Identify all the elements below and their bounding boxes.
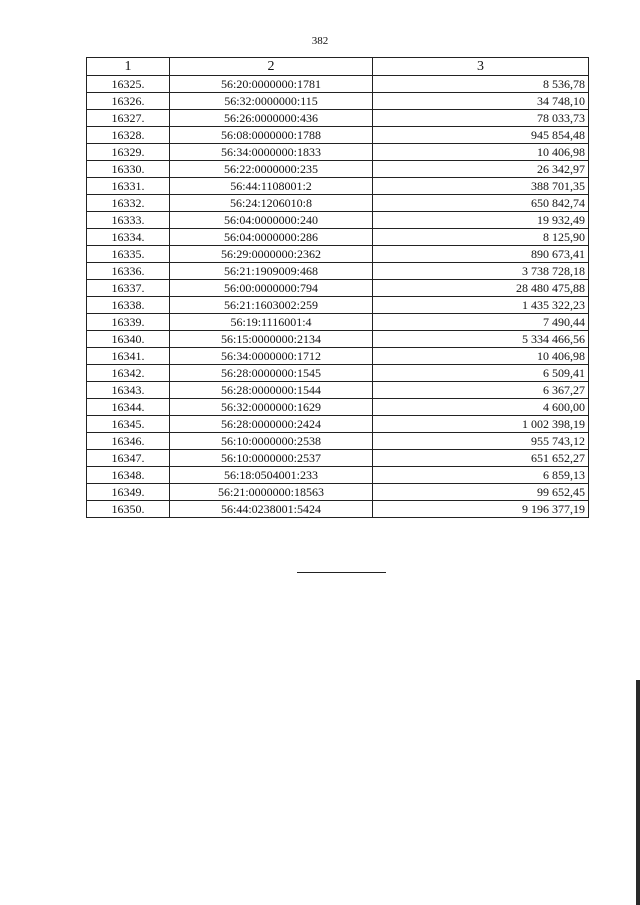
- table-header: [87, 58, 589, 76]
- row-number-cell: 16336.: [87, 263, 170, 280]
- table-row: [87, 229, 589, 246]
- table-row: [87, 314, 589, 331]
- end-separator-line: [297, 572, 386, 573]
- registry-table: [86, 57, 589, 518]
- cadastral-number-cell: 56:29:0000000:2362: [170, 246, 373, 263]
- table-row: [87, 161, 589, 178]
- row-number-cell: 16338.: [87, 297, 170, 314]
- cadastral-number-cell: 56:34:0000000:1712: [170, 348, 373, 365]
- table-row: [87, 331, 589, 348]
- row-number-cell: 16326.: [87, 93, 170, 110]
- row-number-cell: 16335.: [87, 246, 170, 263]
- cadastral-number-cell: 56:22:0000000:235: [170, 161, 373, 178]
- cadastral-number-cell: 56:21:0000000:18563: [170, 484, 373, 501]
- table-row: [87, 348, 589, 365]
- row-number-cell: 16341.: [87, 348, 170, 365]
- cadastral-value-cell: 10 406,98: [373, 144, 589, 161]
- row-number-cell: 16350.: [87, 501, 170, 518]
- column-header-1: 1: [87, 58, 170, 76]
- row-number-cell: 16329.: [87, 144, 170, 161]
- table-row: [87, 127, 589, 144]
- cadastral-number-cell: 56:24:1206010:8: [170, 195, 373, 212]
- cadastral-number-cell: 56:10:0000000:2538: [170, 433, 373, 450]
- cadastral-number-cell: 56:32:0000000:1629: [170, 399, 373, 416]
- row-number-cell: 16328.: [87, 127, 170, 144]
- cadastral-value-cell: 6 367,27: [373, 382, 589, 399]
- column-header-3: 3: [373, 58, 589, 76]
- table-row: [87, 416, 589, 433]
- row-number-cell: 16330.: [87, 161, 170, 178]
- table-row: [87, 467, 589, 484]
- cadastral-value-cell: 388 701,35: [373, 178, 589, 195]
- table-row: [87, 433, 589, 450]
- table-row: [87, 501, 589, 518]
- cadastral-number-cell: 56:18:0504001:233: [170, 467, 373, 484]
- table-row: [87, 110, 589, 127]
- cadastral-number-cell: 56:44:1108001:2: [170, 178, 373, 195]
- cadastral-number-cell: 56:28:0000000:1544: [170, 382, 373, 399]
- cadastral-number-cell: 56:21:1909009:468: [170, 263, 373, 280]
- cadastral-number-cell: 56:26:0000000:436: [170, 110, 373, 127]
- table-row: [87, 76, 589, 93]
- table-row: [87, 280, 589, 297]
- row-number-cell: 16331.: [87, 178, 170, 195]
- row-number-cell: 16334.: [87, 229, 170, 246]
- cadastral-value-cell: 7 490,44: [373, 314, 589, 331]
- cadastral-value-cell: 99 652,45: [373, 484, 589, 501]
- row-number-cell: 16333.: [87, 212, 170, 229]
- cadastral-value-cell: 1 435 322,23: [373, 297, 589, 314]
- cadastral-value-cell: 650 842,74: [373, 195, 589, 212]
- table-row: [87, 263, 589, 280]
- cadastral-number-cell: 56:28:0000000:2424: [170, 416, 373, 433]
- cadastral-value-cell: 8 125,90: [373, 229, 589, 246]
- table-row: [87, 93, 589, 110]
- cadastral-number-cell: 56:20:0000000:1781: [170, 76, 373, 93]
- cadastral-value-cell: 9 196 377,19: [373, 501, 589, 518]
- cadastral-number-cell: 56:19:1116001:4: [170, 314, 373, 331]
- row-number-cell: 16345.: [87, 416, 170, 433]
- row-number-cell: 16344.: [87, 399, 170, 416]
- cadastral-number-cell: 56:00:0000000:794: [170, 280, 373, 297]
- row-number-cell: 16342.: [87, 365, 170, 382]
- row-number-cell: 16325.: [87, 76, 170, 93]
- table-row: [87, 144, 589, 161]
- cadastral-number-cell: 56:32:0000000:115: [170, 93, 373, 110]
- cadastral-value-cell: 6 509,41: [373, 365, 589, 382]
- page-number: 382: [311, 35, 329, 47]
- cadastral-value-cell: 78 033,73: [373, 110, 589, 127]
- row-number-cell: 16343.: [87, 382, 170, 399]
- table-row: [87, 450, 589, 467]
- cadastral-number-cell: 56:28:0000000:1545: [170, 365, 373, 382]
- cadastral-value-cell: 945 854,48: [373, 127, 589, 144]
- cadastral-number-cell: 56:08:0000000:1788: [170, 127, 373, 144]
- cadastral-number-cell: 56:21:1603002:259: [170, 297, 373, 314]
- cadastral-number-cell: 56:04:0000000:286: [170, 229, 373, 246]
- cadastral-number-cell: 56:44:0238001:5424: [170, 501, 373, 518]
- row-number-cell: 16349.: [87, 484, 170, 501]
- cadastral-number-cell: 56:10:0000000:2537: [170, 450, 373, 467]
- cadastral-value-cell: 955 743,12: [373, 433, 589, 450]
- scan-edge-mark: [636, 680, 640, 905]
- cadastral-value-cell: 19 932,49: [373, 212, 589, 229]
- row-number-cell: 16337.: [87, 280, 170, 297]
- cadastral-value-cell: 4 600,00: [373, 399, 589, 416]
- table-row: [87, 212, 589, 229]
- table-row: [87, 246, 589, 263]
- row-number-cell: 16340.: [87, 331, 170, 348]
- cadastral-value-cell: 651 652,27: [373, 450, 589, 467]
- row-number-cell: 16348.: [87, 467, 170, 484]
- table-row: [87, 297, 589, 314]
- cadastral-number-cell: 56:34:0000000:1833: [170, 144, 373, 161]
- table-row: [87, 382, 589, 399]
- cadastral-value-cell: 5 334 466,56: [373, 331, 589, 348]
- header-row: [87, 58, 589, 76]
- table-row: [87, 195, 589, 212]
- table-row: [87, 365, 589, 382]
- cadastral-number-cell: 56:04:0000000:240: [170, 212, 373, 229]
- row-number-cell: 16332.: [87, 195, 170, 212]
- column-header-2: 2: [170, 58, 373, 76]
- cadastral-value-cell: 26 342,97: [373, 161, 589, 178]
- cadastral-value-cell: 34 748,10: [373, 93, 589, 110]
- row-number-cell: 16347.: [87, 450, 170, 467]
- row-number-cell: 16346.: [87, 433, 170, 450]
- table-row: [87, 484, 589, 501]
- row-number-cell: 16327.: [87, 110, 170, 127]
- cadastral-number-cell: 56:15:0000000:2134: [170, 331, 373, 348]
- cadastral-value-cell: 1 002 398,19: [373, 416, 589, 433]
- table-body: [87, 76, 589, 518]
- cadastral-value-cell: 3 738 728,18: [373, 263, 589, 280]
- row-number-cell: 16339.: [87, 314, 170, 331]
- table-row: [87, 399, 589, 416]
- cadastral-value-cell: 890 673,41: [373, 246, 589, 263]
- cadastral-value-cell: 8 536,78: [373, 76, 589, 93]
- cadastral-value-cell: 28 480 475,88: [373, 280, 589, 297]
- cadastral-value-cell: 6 859,13: [373, 467, 589, 484]
- cadastral-value-cell: 10 406,98: [373, 348, 589, 365]
- table-row: [87, 178, 589, 195]
